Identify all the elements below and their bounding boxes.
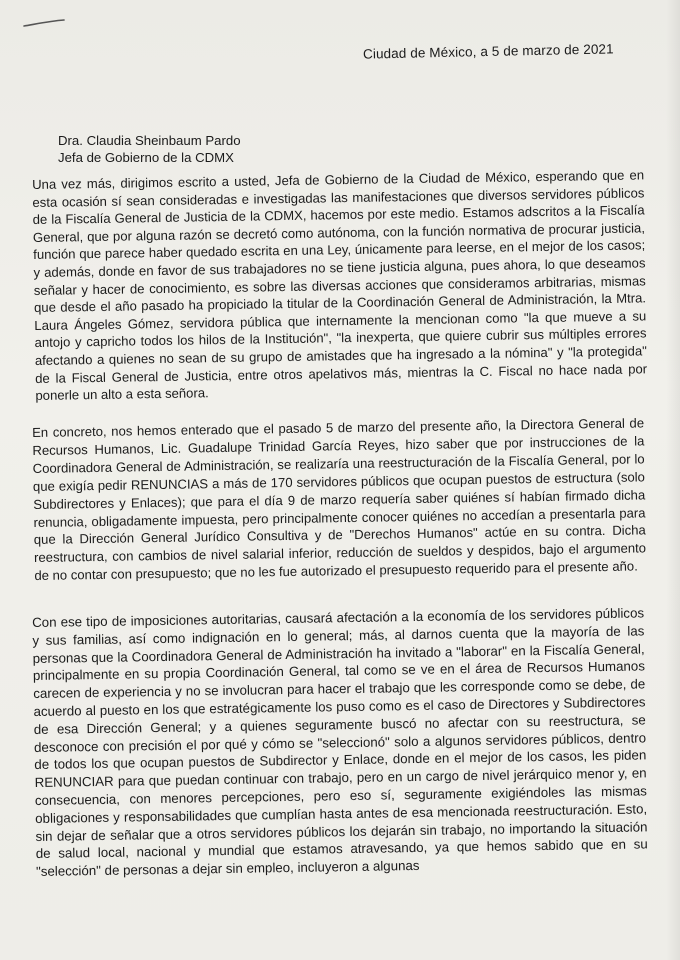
letter-date: Ciudad de México, a 5 de marzo de 2021	[363, 41, 615, 62]
recipient-name: Dra. Claudia Sheinbaum Pardo	[58, 133, 241, 148]
page-edge-shadow	[666, 0, 680, 960]
paragraph-1: Una vez más, dirigimos escrito a usted, Jefa de Gobierno de la Ciudad de México, esperando que en esta ocasión sí sean consideradas e investigadas las manifestaciones que diversos servidores públicos de la Fiscalía General de Justicia de la CDMX, hacemos por este medio. Estamos adscritos a la Fiscalía General, que por alguna razón se decretó como autónoma, con la función normativa de procurar justicia, función que parece haber quedado escrita en una Ley, únicamente para leerse, en el mejor de los casos; y además, donde en favor de sus trabajadores no se tiene justicia alguna, pues ahora, lo que deseamos señalar y hacer de conocimiento, es sobre las diversas acciones que consideramos arbitrarias, mismas que desde el año pasado ha propiciado la titular de la Coordinación General de Administración, la Mtra. Laura Ángeles Gómez, servidora pública que internamente la mencionan como "la que mueve a su antojo y capricho todos los hilos de la Institución", "la inexperta, que quiere cubrir sus múltiples errores afectando a quienes no sean de su grupo de amistades que ha ingresado a la nómina" y "la protegida" de la Fiscal General de Justicia, entre otros apelativos más, mientras la C. Fiscal no hace nada por ponerle un alto a esta señora.	[32, 167, 648, 404]
recipient-title: Jefa de Gobierno de la CDMX	[58, 150, 234, 165]
addressee-block	[58, 132, 241, 166]
pen-stroke-mark	[22, 18, 66, 28]
paragraph-3: Con ese tipo de imposiciones autoritarias, causará afectación a la economía de los servidores públicos y sus familias, así como indignación en lo general; más, al darnos cuenta que la mayoría de las personas que la Coordinadora General de Administración ha invitado a "laborar" en la Fiscalía General, principalmente en su propia Coordinación General, tal como se ve en el área de Recursos Humanos carecen de experiencia y no se involucran para hacer el trabajo que les corresponde como se debe, de acuerdo al puesto en los que estratégicamente los puso como es el caso de Directores y Subdirectores de esa Dirección General; y a quienes seguramente buscó no afectar con su reestructura, se desconoce con precisión el por qué y cómo se "seleccionó" solo a algunos servidores públicos, dentro de todos los que ocupan puestos de Subdirector y Enlace, donde en el mejor de los casos, les piden RENUNCIAR para que puedan continuar con trabajo, pero en un cargo de nivel jerárquico menor y, en consecuencia, con menores percepciones, pero eso sí, seguramente exigiéndoles las mismas obligaciones y responsabilidades que cumplían hasta antes de esa mencionada reestructuración. Esto, sin dejar de señalar que a otros servidores públicos los dejarán sin trabajo, no importando la situación de salud local, nacional y mundial que estamos atravesando, ya que hemos sabido que en su "selección" de personas a dejar sin empleo, incluyeron a algunas	[32, 605, 648, 880]
paragraph-2: En concreto, nos hemos enterado que el pasado 5 de marzo del presente año, la Directora General de Recursos Humanos, Lic. Guadalupe Trinidad García Reyes, hizo saber que por instrucciones de la Coordinadora General de Administración, se realizaría una reestructuración de la Fiscalía General, por lo que exigía pedir RENUNCIAS a más de 170 servidores públicos que ocupan puestos de estructura (solo Subdirectores y Enlaces); que para el día 9 de marzo requería saber quiénes sí habían firmado dicha renuncia, obligadamente impuesta, pero principalmente conocer quiénes no accedían a presentarla para que la Dirección General Jurídico Consultiva y de "Derechos Humanos" actúe en su contra. Dicha reestructura, con cambios de nivel salarial inferior, reducción de sueldos y despidos, bajo el argumento de no contar con presupuesto; que no les fue autorizado el presupuesto requerido para el presente año.	[32, 415, 647, 584]
